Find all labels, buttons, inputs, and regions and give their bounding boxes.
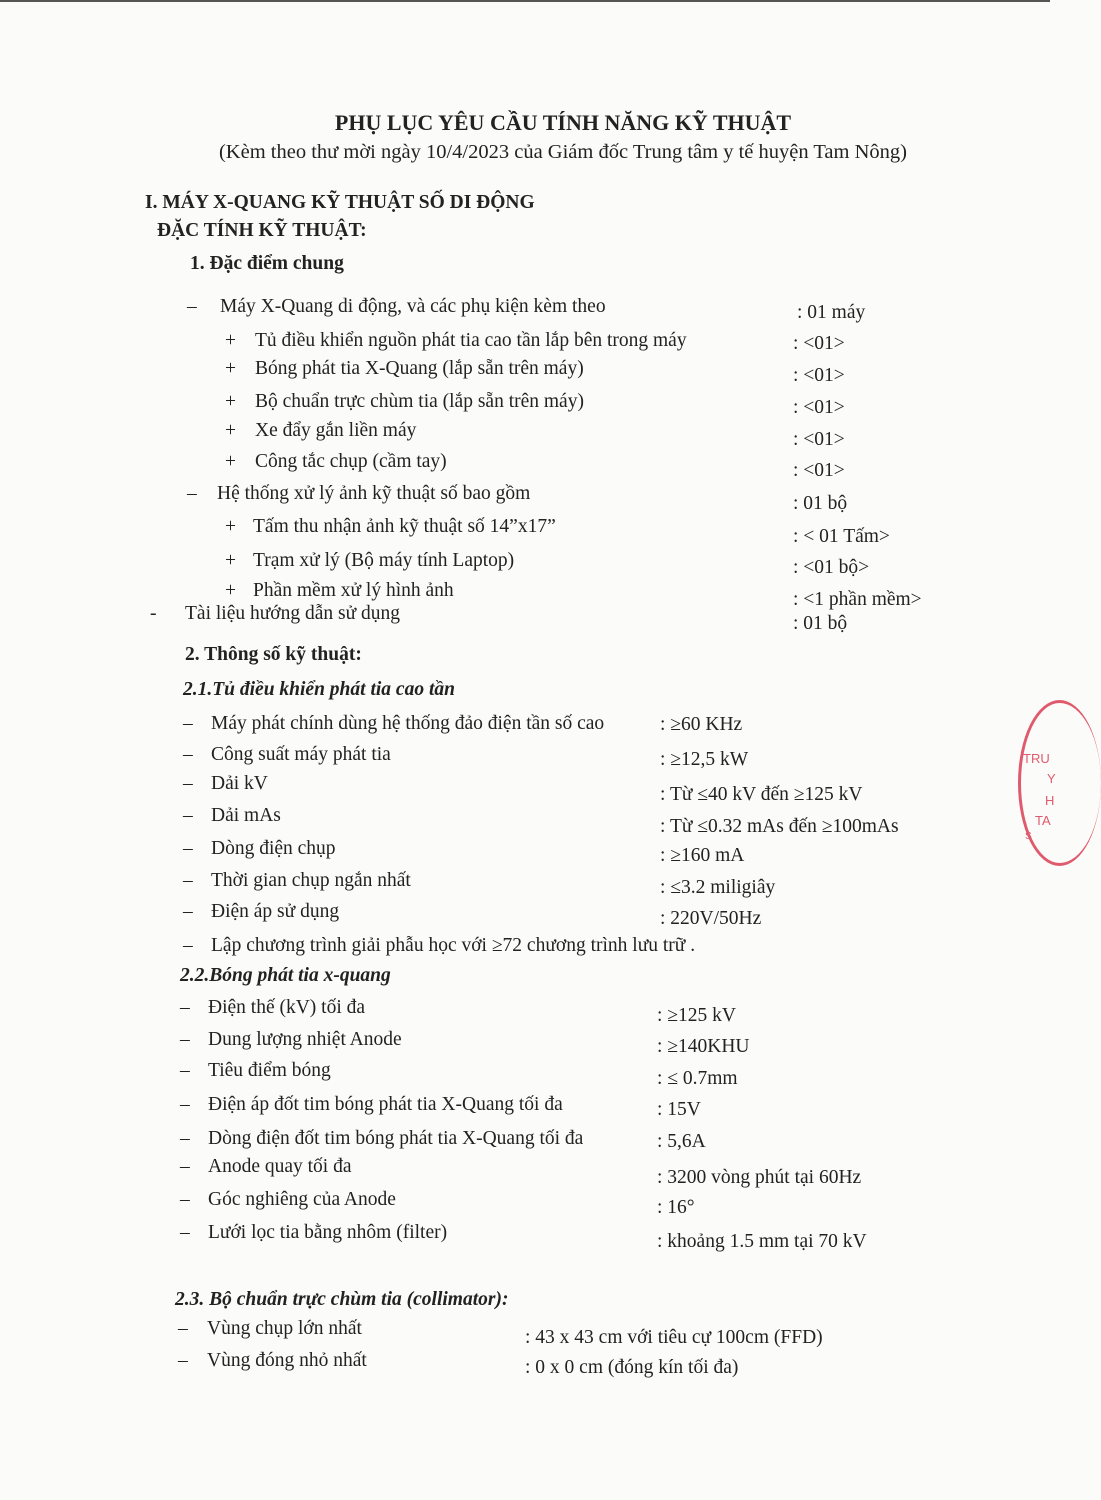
- spec-label: Tài liệu hướng dẫn sử dụng: [185, 603, 401, 624]
- spec-label: Hệ thống xử lý ảnh kỹ thuật số bao gồm: [217, 483, 531, 504]
- spec-value: : 3200 vòng phút tại 60Hz: [657, 1167, 862, 1188]
- list-bullet: –: [180, 1128, 190, 1149]
- spec-value: : < 01 Tấm>: [793, 526, 890, 547]
- list-bullet: +: [225, 420, 236, 441]
- list-bullet: –: [183, 901, 193, 922]
- spec-value: : Từ ≤40 kV đến ≥125 kV: [660, 784, 863, 805]
- spec-label: Xe đẩy gắn liền máy: [255, 420, 417, 441]
- list-bullet: –: [180, 997, 190, 1018]
- spec-label: Bóng phát tia X-Quang (lắp sẵn trên máy): [255, 358, 584, 379]
- stamp-text: TA: [1035, 813, 1051, 828]
- spec-value: : 01 bộ: [793, 493, 848, 514]
- list-bullet: –: [183, 713, 193, 734]
- spec-label: Máy X-Quang di động, và các phụ kiện kèm theo: [220, 296, 606, 317]
- spec-value: : Từ ≤0.32 mAs đến ≥100mAs: [660, 816, 899, 837]
- spec-value: : <01 bộ>: [793, 557, 870, 578]
- spec-label: Bộ chuẩn trực chùm tia (lắp sẵn trên máy): [255, 391, 584, 412]
- list-bullet: –: [180, 1222, 190, 1243]
- subsection-heading: 2.3. Bộ chuẩn trực chùm tia (collimator):: [175, 1289, 509, 1310]
- list-bullet: –: [180, 1060, 190, 1081]
- list-bullet: –: [183, 744, 193, 765]
- spec-label: Công tắc chụp (cầm tay): [255, 451, 447, 472]
- list-bullet: –: [187, 483, 197, 504]
- list-bullet: –: [180, 1189, 190, 1210]
- spec-label: Tấm thu nhận ảnh kỹ thuật số 14”x17”: [253, 516, 556, 537]
- spec-label: Lập chương trình giải phẫu học với ≥72 chương trình lưu trữ .: [211, 935, 696, 956]
- spec-value: : <1 phần mềm>: [793, 589, 922, 610]
- list-bullet: +: [225, 358, 236, 379]
- list-bullet: +: [225, 451, 236, 472]
- subsection-heading: 1. Đặc điểm chung: [190, 253, 344, 274]
- spec-value: : <01>: [793, 460, 845, 481]
- spec-value: : <01>: [793, 397, 845, 418]
- spec-value: : 16°: [657, 1197, 695, 1218]
- spec-label: Góc nghiêng của Anode: [208, 1189, 396, 1210]
- spec-label: Máy phát chính dùng hệ thống đảo điện tần số cao: [211, 713, 605, 734]
- spec-label: Điện áp sử dụng: [211, 901, 340, 922]
- section-heading: I. MÁY X-QUANG KỸ THUẬT SỐ DI ĐỘNG: [145, 192, 535, 213]
- spec-label: Trạm xử lý (Bộ máy tính Laptop): [253, 550, 515, 571]
- spec-label: Công suất máy phát tia: [211, 744, 391, 765]
- spec-value: : <01>: [793, 365, 845, 386]
- list-bullet: –: [183, 935, 193, 956]
- page-top-edge: [0, 0, 1050, 2]
- spec-value: : ≥60 KHz: [660, 714, 743, 735]
- spec-label: Lưới lọc tia bằng nhôm (filter): [208, 1222, 448, 1243]
- spec-value: : <01>: [793, 429, 845, 450]
- spec-value: : 15V: [657, 1099, 701, 1120]
- spec-label: Điện áp đốt tim bóng phát tia X-Quang tối đa: [208, 1094, 563, 1115]
- spec-label: Dải mAs: [211, 805, 281, 826]
- document-title: PHỤ LỤC YÊU CẦU TÍNH NĂNG KỸ THUẬT: [334, 110, 792, 135]
- spec-label: Dung lượng nhiệt Anode: [208, 1029, 402, 1050]
- spec-label: Phần mềm xử lý hình ảnh: [253, 580, 454, 601]
- spec-value: : ≥12,5 kW: [660, 749, 749, 770]
- list-bullet: –: [187, 296, 197, 317]
- stamp-text: H: [1045, 793, 1055, 808]
- spec-label: Vùng đóng nhỏ nhất: [207, 1350, 367, 1371]
- specs-heading: ĐẶC TÍNH KỸ THUẬT:: [157, 220, 367, 241]
- spec-value: : ≥140KHU: [657, 1036, 750, 1057]
- subsection-heading: 2.2.Bóng phát tia x-quang: [180, 965, 391, 986]
- list-bullet: +: [225, 330, 236, 351]
- spec-label: Dải kV: [211, 773, 268, 794]
- stamp-text: TRU: [1023, 751, 1050, 766]
- list-bullet: –: [178, 1350, 188, 1371]
- stamp-text: S: [1025, 831, 1032, 842]
- spec-value: : 43 x 43 cm với tiêu cự 100cm (FFD): [525, 1327, 823, 1348]
- spec-value: : ≥125 kV: [657, 1005, 736, 1026]
- spec-value: : 0 x 0 cm (đóng kín tối đa): [525, 1357, 739, 1378]
- spec-value: : ≤3.2 miligiây: [660, 877, 776, 898]
- subsection-heading: 2. Thông số kỹ thuật:: [185, 644, 362, 665]
- list-bullet: +: [225, 580, 236, 601]
- spec-value: : <01>: [793, 333, 845, 354]
- document-subtitle: (Kèm theo thư mời ngày 10/4/2023 của Giám đốc Trung tâm y tế huyện Tam Nông): [218, 141, 907, 163]
- spec-value: : khoảng 1.5 mm tại 70 kV: [657, 1231, 867, 1252]
- list-bullet: –: [183, 805, 193, 826]
- spec-label: Anode quay tối đa: [208, 1156, 352, 1177]
- list-bullet: -: [150, 603, 157, 624]
- list-bullet: –: [183, 870, 193, 891]
- list-bullet: –: [178, 1318, 188, 1339]
- list-bullet: –: [180, 1094, 190, 1115]
- spec-value: : 01 bộ: [793, 613, 848, 634]
- spec-value: : ≤ 0.7mm: [657, 1068, 738, 1089]
- spec-value: : 5,6A: [657, 1131, 706, 1152]
- spec-label: Tủ điều khiển nguồn phát tia cao tần lắp bên trong máy: [255, 330, 687, 351]
- spec-label: Vùng chụp lớn nhất: [207, 1318, 362, 1339]
- spec-value: : 220V/50Hz: [660, 908, 762, 929]
- list-bullet: –: [180, 1156, 190, 1177]
- red-seal-stamp: [1018, 700, 1101, 866]
- spec-label: Dòng điện chụp: [211, 838, 336, 859]
- spec-value: : 01 máy: [797, 302, 866, 323]
- list-bullet: +: [225, 391, 236, 412]
- stamp-text: Y: [1047, 771, 1056, 786]
- spec-label: Tiêu điểm bóng: [208, 1060, 331, 1081]
- spec-label: Điện thế (kV) tối đa: [208, 997, 366, 1018]
- list-bullet: +: [225, 516, 236, 537]
- list-bullet: –: [183, 838, 193, 859]
- spec-value: : ≥160 mA: [660, 845, 745, 866]
- subsection-heading: 2.1.Tủ điều khiển phát tia cao tần: [183, 679, 455, 700]
- list-bullet: –: [183, 773, 193, 794]
- list-bullet: +: [225, 550, 236, 571]
- spec-label: Dòng điện đốt tim bóng phát tia X-Quang tối đa: [208, 1128, 584, 1149]
- list-bullet: –: [180, 1029, 190, 1050]
- spec-label: Thời gian chụp ngắn nhất: [211, 870, 411, 891]
